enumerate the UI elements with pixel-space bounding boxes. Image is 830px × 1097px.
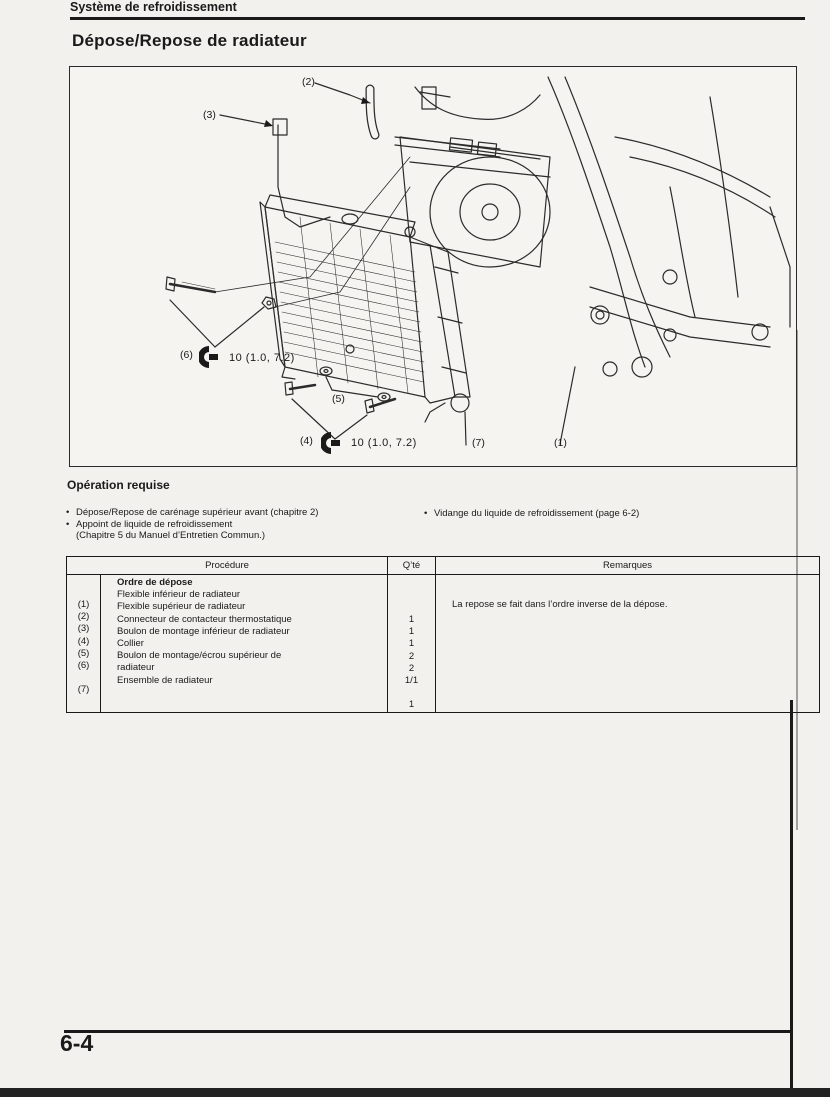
remarks-column: [436, 575, 820, 713]
row-qty: 1: [408, 638, 415, 650]
callout-6: (6): [180, 349, 193, 361]
row-number: (3): [77, 623, 90, 635]
row-number: (6): [77, 660, 90, 672]
header-procedure: Procédure: [67, 557, 388, 575]
table-header-row: [67, 557, 820, 575]
row-description: Boulon de montage/écrou supérieur de: [117, 650, 282, 662]
row-qty: 1: [408, 614, 415, 625]
row-qty: 1: [408, 699, 415, 711]
row-number: (7): [77, 684, 90, 696]
footer-rule: [64, 1030, 790, 1033]
remark-text: La repose se fait dans l’ordre inverse de la dépose.: [452, 599, 668, 610]
row-number: (1): [77, 599, 90, 610]
number-column: [67, 575, 101, 713]
operation-item: (Chapitre 5 du Manuel d’Entretien Commun.): [76, 530, 266, 541]
row-description: Collier: [117, 638, 144, 650]
torque-spec-upper: 10 (1.0, 7.2): [229, 352, 295, 364]
qty-column: [388, 575, 436, 713]
scan-edge-line: [790, 700, 793, 1097]
torque-wrench-icon: [199, 345, 219, 369]
callout-7: (7): [472, 437, 485, 449]
operation-item: • Dépose/Repose de carénage supérieur avant (chapitre 2): [66, 507, 319, 518]
header-rule: [70, 17, 805, 20]
row-qty: 2: [408, 650, 415, 662]
page-number: 6-4: [60, 1030, 94, 1056]
row-number: (4): [77, 635, 90, 647]
torque-spec-lower: 10 (1.0, 7.2): [351, 437, 417, 449]
row-number: (5): [77, 647, 90, 659]
row-description: Boulon de montage inférieur de radiateur: [117, 625, 290, 637]
row-description: Ensemble de radiateur: [117, 674, 213, 686]
radiator-illustration: [70, 67, 798, 468]
row-description: radiateur: [117, 662, 155, 674]
section-title: Système de refroidissement: [70, 0, 237, 14]
row-number: [67, 672, 100, 684]
description-column: [101, 575, 388, 713]
row-qty: 1/1: [404, 675, 419, 687]
callout-2: (2): [302, 76, 315, 88]
row-qty: [388, 687, 435, 699]
scan-bottom-edge: [0, 1088, 830, 1097]
procedure-table: [66, 556, 820, 713]
header-qty: Q’té: [388, 557, 436, 575]
page-title: Dépose/Repose de radiateur: [72, 31, 307, 50]
row-number: (2): [77, 611, 90, 623]
operation-title: Opération requise: [67, 478, 170, 492]
order-title: Ordre de dépose: [117, 577, 193, 588]
row-qty: 2: [408, 662, 415, 674]
operation-item: • Appoint de liquide de refroidissement: [66, 518, 233, 530]
torque-wrench-icon: [321, 431, 341, 455]
operation-list-left: [66, 507, 318, 542]
callout-1: (1): [554, 437, 567, 449]
row-qty: 1: [408, 626, 415, 638]
header-remarks: Remarques: [436, 557, 820, 575]
callout-3: (3): [203, 109, 216, 121]
operation-list-right: [424, 508, 639, 520]
row-description: Connecteur de contacteur thermostatique: [117, 613, 292, 625]
row-description: Flexible inférieur de radiateur: [117, 589, 241, 601]
callout-4: (4): [300, 435, 313, 447]
table-body-row: [67, 575, 820, 713]
row-description: Flexible supérieur de radiateur: [117, 601, 246, 613]
radiator-diagram: [69, 66, 797, 467]
operation-item: • Vidange du liquide de refroidissement (page 6-2): [424, 508, 640, 519]
callout-5: (5): [332, 393, 345, 405]
